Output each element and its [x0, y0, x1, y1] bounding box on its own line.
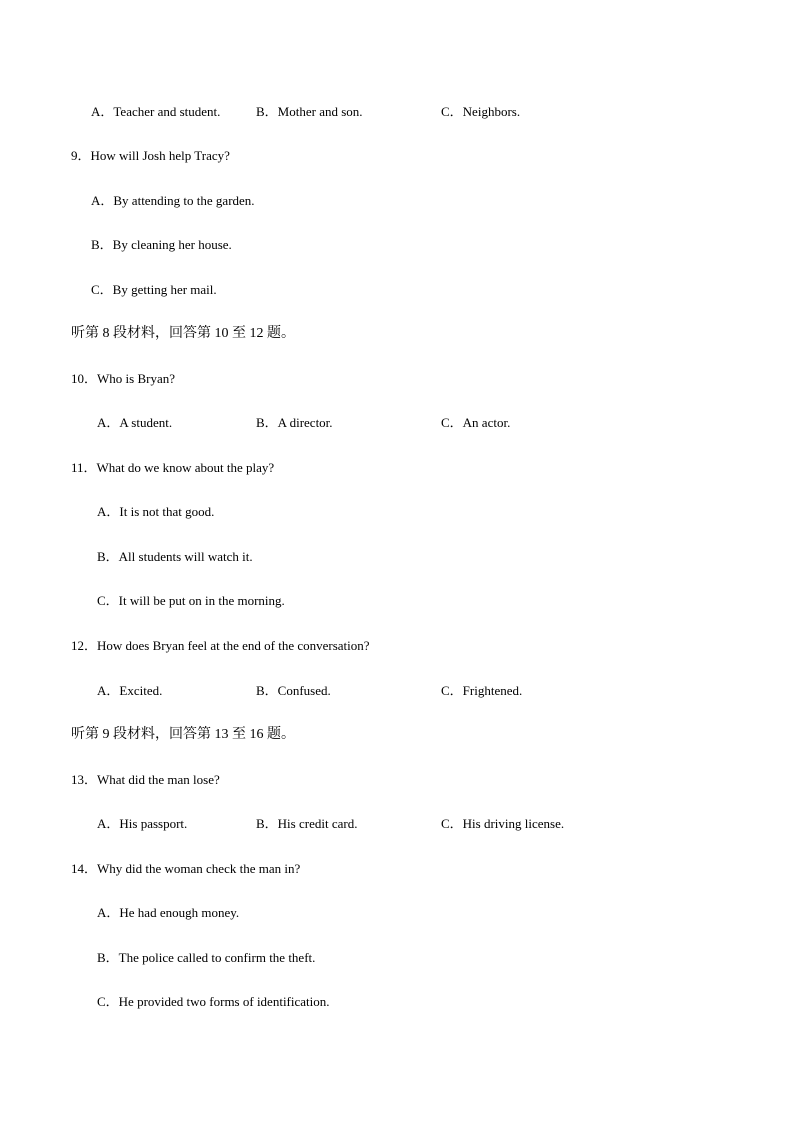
option-14c: C．He provided two forms of identification.: [97, 994, 330, 1009]
option-9c: C．By getting her mail.: [91, 282, 217, 297]
option-b: B．Confused.: [256, 683, 331, 698]
option-14b: B．The police called to confirm the theft.: [97, 950, 316, 965]
options-row-q12: [0, 682, 794, 700]
section-heading-9: 听第 9 段材料，回答第 13 至 16 题。: [71, 727, 295, 742]
options-row-q13: [0, 815, 794, 833]
option-9a: A．By attending to the garden.: [91, 193, 255, 208]
option-a: A．His passport.: [97, 816, 188, 831]
option-c: C．Frightened.: [441, 683, 523, 698]
option-11b: B．All students will watch it.: [97, 549, 253, 564]
options-row-q8: [0, 103, 794, 121]
option-a: A．Excited.: [97, 683, 163, 698]
option-c: C．Neighbors.: [441, 104, 521, 119]
option-14a: A．He had enough money.: [97, 905, 240, 920]
question-9: 9．How will Josh help Tracy?: [71, 148, 230, 163]
question-11: 11．What do we know about the play?: [71, 460, 275, 475]
option-11a: A．It is not that good.: [97, 504, 215, 519]
option-a: A．A student.: [97, 415, 173, 430]
option-c: C．His driving license.: [441, 816, 565, 831]
options-row-q10: [0, 414, 794, 432]
question-12: 12．How does Bryan feel at the end of the conversation?: [71, 638, 370, 653]
section-heading-8: 听第 8 段材料，回答第 10 至 12 题。: [71, 326, 295, 341]
option-b: B．Mother and son.: [256, 104, 363, 119]
question-14: 14．Why did the woman check the man in?: [71, 861, 301, 876]
option-c: C．An actor.: [441, 415, 511, 430]
option-9b: B．By cleaning her house.: [91, 237, 232, 252]
option-11c: C．It will be put on in the morning.: [97, 593, 285, 608]
option-b: B．His credit card.: [256, 816, 358, 831]
option-a: A．Teacher and student.: [91, 104, 221, 119]
option-b: B．A director.: [256, 415, 333, 430]
question-13: 13．What did the man lose?: [71, 772, 220, 787]
question-10: 10．Who is Bryan?: [71, 371, 175, 386]
